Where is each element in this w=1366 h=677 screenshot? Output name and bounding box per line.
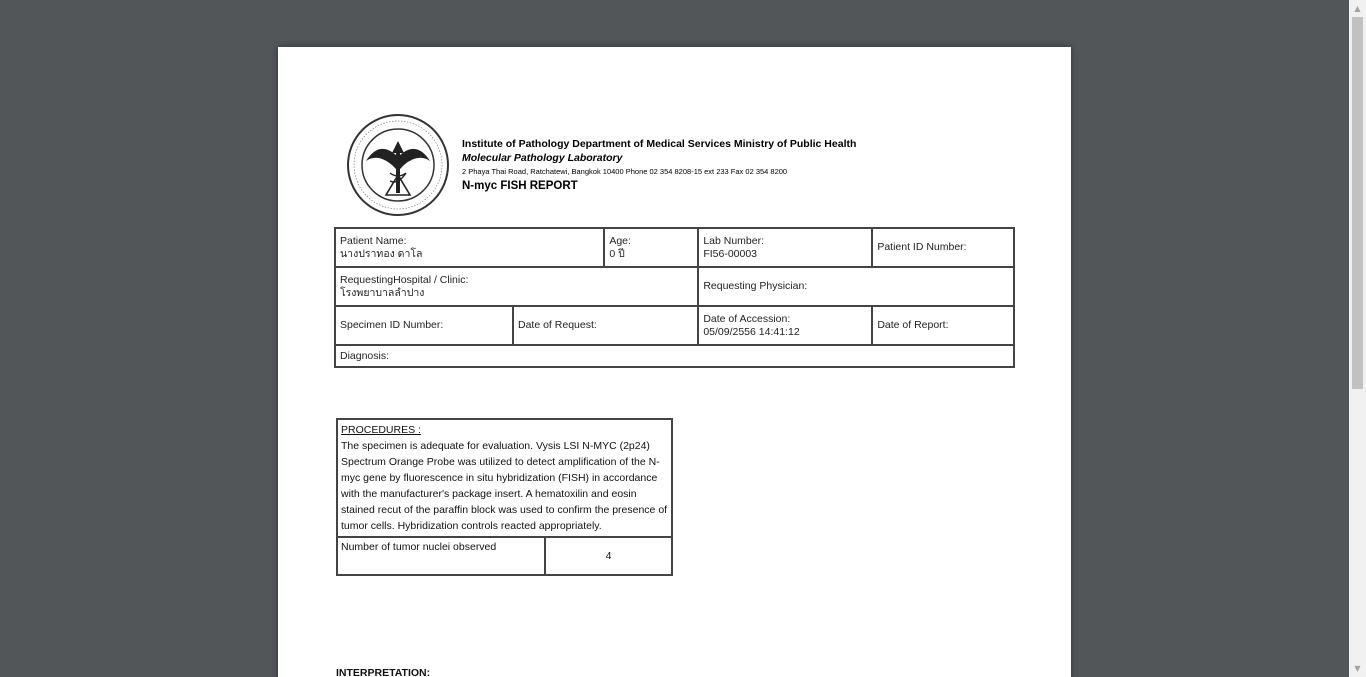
institute-seal-logo xyxy=(346,113,450,217)
tumor-nuclei-value: 4 xyxy=(545,537,672,575)
scroll-down-arrow-icon[interactable]: ▼ xyxy=(1354,664,1361,673)
age-label: Age: xyxy=(609,234,631,247)
patient-info-table xyxy=(334,227,1015,368)
hospital-cell xyxy=(335,267,698,306)
institute-address: 2 Phaya Thai Road, Ratchatewi, Bangkok 10400 Phone 02 354 8208-15 ext 233 Fax 02 354 8200 xyxy=(462,167,788,176)
patient-name-cell xyxy=(335,228,604,267)
report-title: N-myc FISH REPORT xyxy=(462,180,578,192)
hospital-value: โรงพยาบาลลำปาง xyxy=(340,286,425,299)
patient-id-label: Patient ID Number: xyxy=(872,228,1014,267)
procedures-text: The specimen is adequate for evaluation. Vysis LSI N-MYC (2p24) Spectrum Orange Probe was utilized to detect amplification of the N-myc gene by fluorescence in situ hybridization (FISH) in accordance with the manufacturer's package insert. A hematoxilin and eosin stained recut of the paraffin block was used to confirm the presence of tumor cells. Hybridization controls reacted appropriately. xyxy=(341,440,668,532)
specimen-id-label: Specimen ID Number: xyxy=(335,306,513,345)
report-page xyxy=(278,47,1071,677)
interpretation-heading: INTERPRETATION: xyxy=(336,667,431,677)
physician-label: Requesting Physician: xyxy=(698,267,1014,306)
laboratory-name: Molecular Pathology Laboratory xyxy=(462,152,623,164)
lab-number-cell xyxy=(698,228,872,267)
date-report-label: Date of Report: xyxy=(872,306,1014,345)
report-header xyxy=(462,137,1022,194)
age-cell xyxy=(604,228,698,267)
date-request-label: Date of Request: xyxy=(513,306,698,345)
procedures-table xyxy=(336,418,673,576)
hospital-label: RequestingHospital / Clinic: xyxy=(340,273,469,286)
procedures-title: PROCEDURES : xyxy=(341,424,421,436)
scroll-thumb[interactable] xyxy=(1352,17,1363,389)
procedures-cell xyxy=(337,419,672,537)
date-accession-label: Date of Accession: xyxy=(703,312,791,325)
tumor-nuclei-label: Number of tumor nuclei observed xyxy=(337,537,545,575)
diagnosis-label: Diagnosis: xyxy=(335,345,1014,367)
patient-name-value: นางปราทอง ดาโล xyxy=(340,247,423,260)
accession-cell xyxy=(698,306,872,345)
lab-number-label: Lab Number: xyxy=(703,234,765,247)
scroll-up-arrow-icon[interactable]: ▲ xyxy=(1354,4,1361,13)
institute-name: Institute of Pathology Department of Medical Services Ministry of Public Health xyxy=(462,138,857,150)
age-value: 0 ปี xyxy=(609,247,625,260)
date-accession-value: 05/09/2556 14:41:12 xyxy=(703,325,800,338)
lab-number-value: FI56-00003 xyxy=(703,247,758,260)
patient-name-label: Patient Name: xyxy=(340,234,407,247)
vertical-scrollbar[interactable] xyxy=(1349,0,1366,677)
